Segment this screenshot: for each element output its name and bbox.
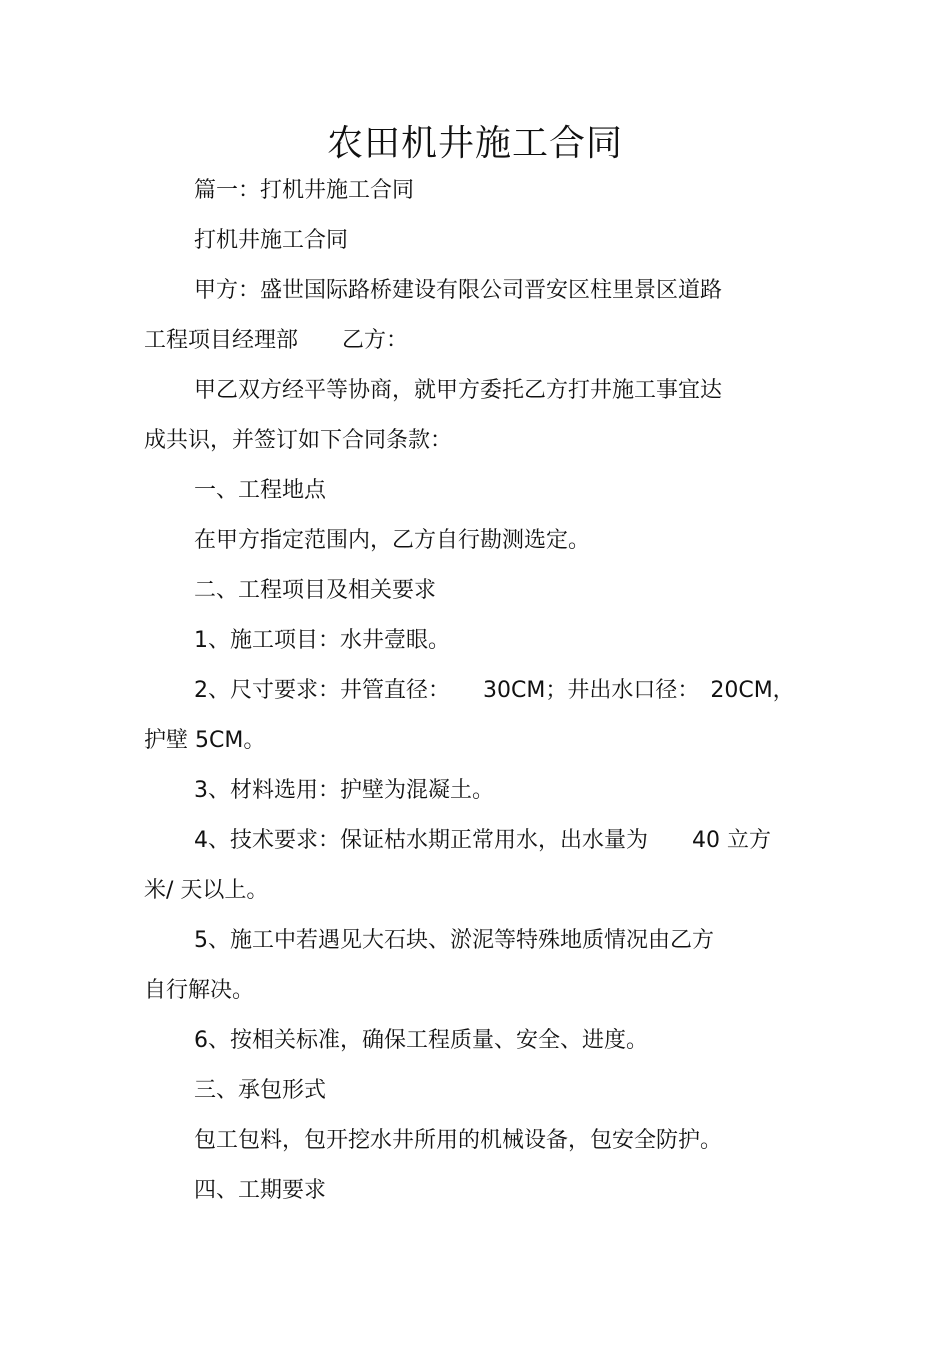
clause-heading-schedule: 四、工期要求: [194, 1178, 327, 1203]
item-standards: 6、按相关标准，确保工程质量、安全、进度。: [194, 1028, 648, 1053]
contract-name: 打机井施工合同: [194, 228, 349, 253]
item-technical-requirement-continued: 米/ 天以上。: [144, 878, 269, 903]
clause-heading-project: 二、工程项目及相关要求: [194, 578, 437, 603]
item-material: 3、材料选用：护壁为混凝土。: [194, 778, 494, 803]
item-geology: 5、施工中若遇见大石块、淤泥等特殊地质情况由乙方: [194, 928, 714, 953]
item-size-requirement: 2、尺寸要求：井管直径： 30CM；井出水口径： 20CM，: [194, 678, 795, 703]
item-geology-continued: 自行解决。: [144, 978, 255, 1003]
document-title: 农田机井施工合同: [326, 123, 623, 164]
agreement-intro: 甲乙双方经平等协商，就甲方委托乙方打井施工事宜达: [194, 378, 723, 403]
clause-text-location: 在甲方指定范围内，乙方自行勘测选定。: [194, 528, 591, 553]
section-heading-part-one: 篇一：打机井施工合同: [194, 178, 415, 203]
clause-heading-contract-form: 三、承包形式: [194, 1078, 327, 1103]
clause-heading-location: 一、工程地点: [194, 478, 327, 503]
item-size-requirement-continued: 护壁 5CM。: [144, 728, 266, 753]
party-a-continued-party-b: 工程项目经理部 乙方：: [144, 328, 409, 353]
item-technical-requirement: 4、技术要求：保证枯水期正常用水，出水量为 40 立方: [194, 828, 771, 853]
agreement-intro-continued: 成共识，并签订如下合同条款：: [144, 428, 453, 453]
clause-text-contract-form: 包工包料，包开挖水井所用的机械设备，包安全防护。: [194, 1128, 723, 1153]
party-a-line: 甲方：盛世国际路桥建设有限公司晋安区柱里景区道路: [194, 278, 723, 303]
item-construction-project: 1、施工项目：水井壹眼。: [194, 628, 450, 653]
